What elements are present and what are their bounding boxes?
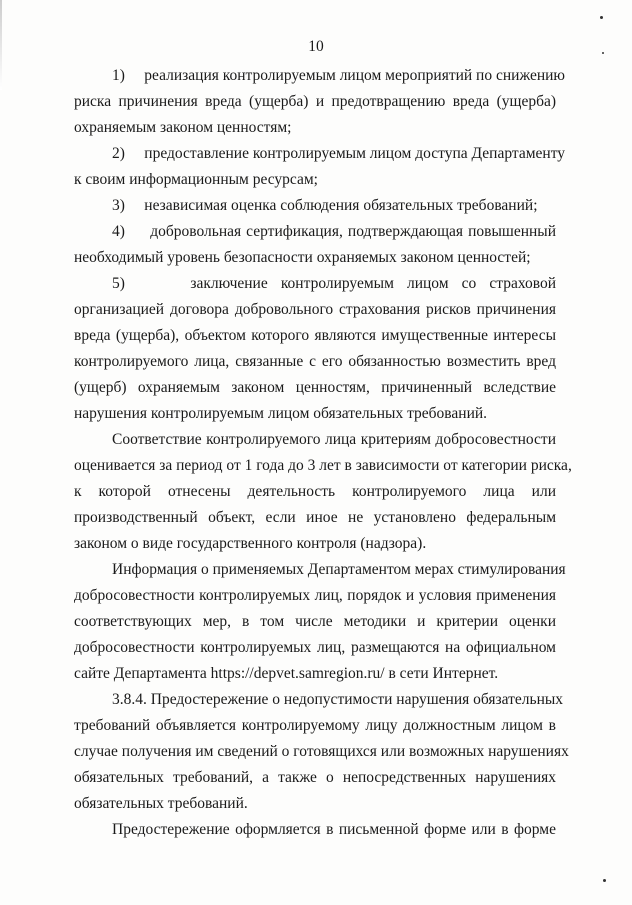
text-line: (ущерб) охраняемым законом ценностям, причиненный вследствие <box>74 379 556 396</box>
text-line: охраняемым законом ценностям; <box>74 119 292 136</box>
text-line: законом о виде государственного контроля (надзора). <box>74 535 427 552</box>
text-line: организацией договора добровольного страхования рисков причинения <box>74 301 556 318</box>
text-line: производственный объект, если иное не установлено федеральным <box>74 509 556 526</box>
text-line: 2) предоставление контролируемым лицом доступа Департаменту <box>112 145 566 162</box>
text-line: добросовестности контролируемых лиц, порядок и условия применения <box>74 587 556 604</box>
text-line: случае получения им сведений о готовящихся или возможных нарушениях <box>74 743 569 760</box>
text-line: 4) добровольная сертификация, подтверждающая повышенный <box>112 223 556 240</box>
text-line: 3.8.4. Предостережение о недопустимости нарушения обязательных <box>112 691 564 708</box>
text-line: вреда (ущерба), объектом которого являются имущественные интересы <box>74 327 556 344</box>
text-line: необходимый уровень безопасности охраняемых законом ценностей; <box>74 249 531 266</box>
text-line: требований объявляется контролируемому лицу должностным лицом в <box>74 717 556 734</box>
text-line: 5) заключение контролируемым лицом со страховой <box>112 275 556 292</box>
text-line: оценивается за период от 1 года до 3 лет в зависимости от категории риска, <box>74 457 572 474</box>
text-line: обязательных требований, а также о непосредственных нарушениях <box>74 769 556 786</box>
text-line: 1) реализация контролируемым лицом мероприятий по снижению <box>112 67 566 84</box>
text-line: 3) независимая оценка соблюдения обязательных требований; <box>112 197 538 214</box>
text-line: соответствующих мер, в том числе методики и критерии оценки <box>74 613 556 630</box>
text-line: контролируемого лица, связанные с его обязанностью возместить вред <box>74 353 556 370</box>
page-number: 10 <box>308 38 324 55</box>
text-line: нарушения контролируемым лицом обязательных требований. <box>74 405 488 422</box>
text-line: Предостережение оформляется в письменной форме или в форме <box>112 821 556 838</box>
scan-speck <box>600 16 603 19</box>
text-line: добросовестности контролируемых лиц, размещаются на официальном <box>74 639 556 656</box>
text-line: к которой отнесены деятельность контролируемого лица или <box>74 483 556 500</box>
text-line: риска причинения вреда (ущерба) и предотвращению вреда (ущерба) <box>74 93 556 110</box>
text-line: Информация о применяемых Департаментом мерах стимулирования <box>112 561 566 578</box>
text-line: обязательных требований. <box>74 795 248 812</box>
text-line: сайте Департамента https://depvet.samregion.ru/ в сети Интернет. <box>74 665 499 682</box>
text-line: к своим информационным ресурсам; <box>74 171 318 188</box>
scan-speck <box>603 879 606 882</box>
text-line: Соответствие контролируемого лица критериям добросовестности <box>112 431 556 448</box>
